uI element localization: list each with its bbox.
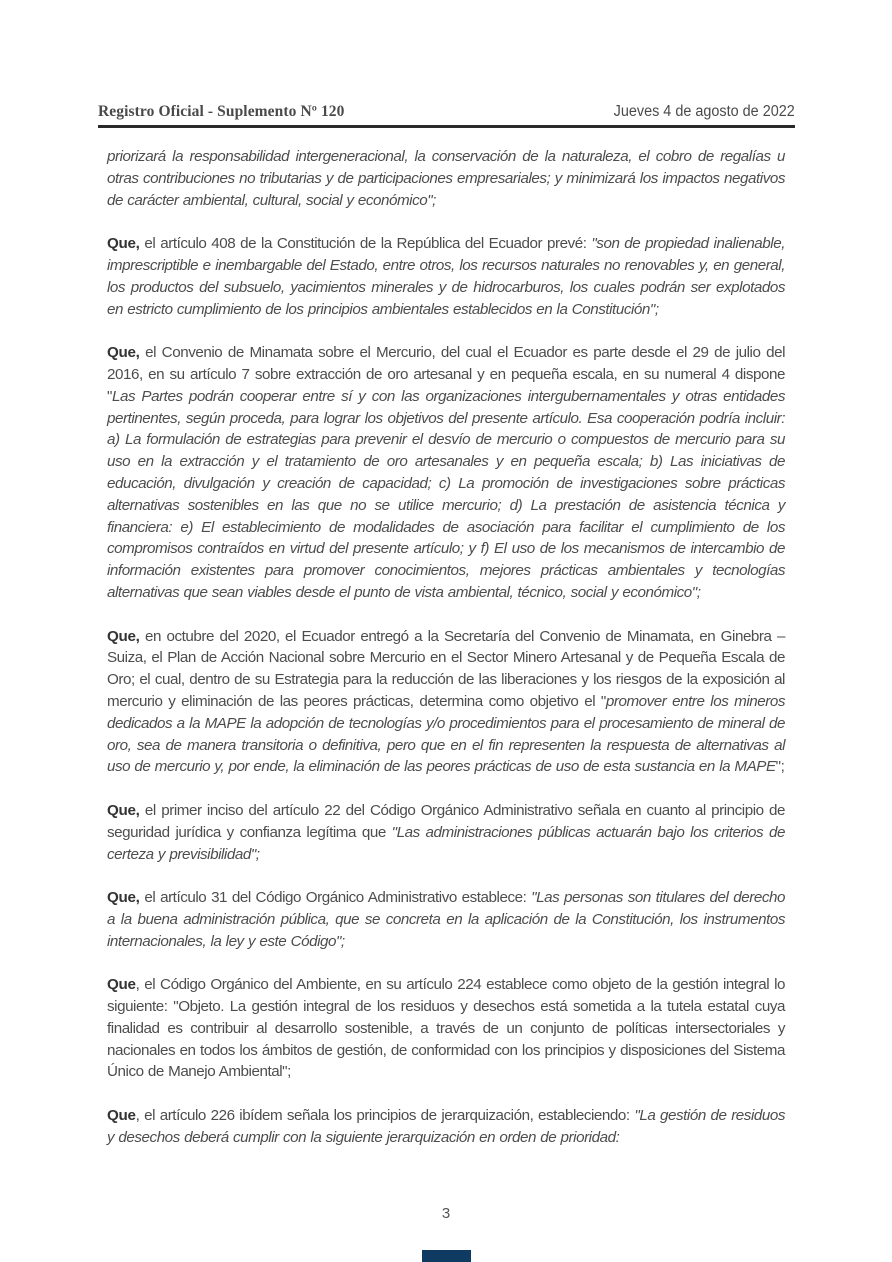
paragraph-tail: ";: [775, 758, 785, 776]
paragraph-plain: el Convenio de Minamata sobre el Mercurio, del cual el Ecuador es parte desde el 29 de julio del 2016, en su artículo 7 sobre extracción de oro artesanal y en pequeña escala, en su numeral 4 dispone ": [107, 344, 785, 405]
page-number: 3: [441, 1205, 451, 1222]
paragraph-italic: priorizará la responsabilidad intergeneracional, la conservación de la naturaleza, el cobro de regalías u otras contribuciones no tributarias y de participaciones empresariales; y minimizará los impactos negativos de carácter ambiental, cultural, social y económico";: [107, 148, 785, 209]
document-body: [107, 146, 785, 1170]
paragraph-plain: , el Código Orgánico del Ambiente, en su artículo 224 establece como objeto de la gestión integral lo siguiente: "Objeto. La gestión integral de los residuos y desechos está sometida a la tutela estatal cuya finalidad es contribuir al desarrollo sostenible, a través de un conjunto de políticas intersectoriales y nacionales en todos los ámbitos de gestión, de conformidad con los principios y disposiciones del Sistema Único de Manejo Ambiental";: [107, 976, 785, 1081]
paragraph-italic: "Las personas son titulares del derecho a la buena administración pública, que se concreta en la aplicación de la Constitución, los instrumentos internacionales, la ley y este Código";: [107, 889, 785, 950]
paragraph-lead: Que,: [107, 344, 140, 362]
paragraph-lead: Que,: [107, 801, 140, 819]
paragraph-plain: en octubre del 2020, el Ecuador entregó a la Secretaría del Convenio de Minamata, en Ginebra – Suiza, el Plan de Acción Nacional sobre Mercurio en el Sector Minero Artesanal y de Pequeña Escala de Oro; el cual, dentro de su Estrategia para la reducción de las liberaciones y los riesgos de la exposición al mercurio y eliminación de las peores prácticas, determina como objetivo el ": [107, 627, 785, 710]
publication-date: Jueves 4 de agosto de 2022: [613, 103, 795, 120]
paragraph-italic: "Las administraciones públicas actuarán bajo los criterios de certeza y previsibilidad";: [107, 823, 785, 863]
paragraph-articulo-408: [107, 233, 785, 320]
paragraph-articulo-224: [107, 974, 785, 1083]
paragraph-lead: Que,: [107, 889, 140, 907]
paragraph-plain: , el artículo 226 ibídem señala los principios de jerarquización, estableciendo:: [135, 1107, 635, 1125]
paragraph-plan-accion: [107, 626, 785, 779]
paragraph-italic: Las Partes podrán cooperar entre sí y con las organizaciones intergubernamentales y otras entidades pertinentes, según proceda, para lograr los objetivos del presente artículo. Esa cooperación podría incluir: a) La formulación de estrategias para prevenir el desvío de mercurio o compuestos de mercurio para su uso en la extracción y el tratamiento de oro artesanales y en pequeña escala; b) Las iniciativas de educación, divulgación y creación de capacidad; c) La promoción de investigaciones sobre prácticas alternativas sostenibles en las que no se utilice mercurio; d) La prestación de asistencia técnica y financiera: e) El establecimiento de modalidades de asociación para facilitar el cumplimiento de los compromisos contraídos en virtud del presente artículo; y f) El uso de los mecanismos de intercambio de información existentes para promover conocimientos, mejores prácticas ambientales y tecnologías alternativas que sean viables desde el punto de vista ambiental, técnico, social y económico";: [107, 387, 785, 601]
paragraph-convenio-minamata: [107, 342, 785, 604]
paragraph-lead: Que: [107, 1107, 136, 1125]
paragraph-plain: el artículo 31 del Código Orgánico Administrativo establece:: [139, 889, 532, 907]
page-header: [98, 103, 795, 125]
paragraph-lead: Que: [107, 976, 136, 994]
paragraph-continuation: [107, 146, 785, 211]
paragraph-italic: "La gestión de residuos y desechos deberá cumplir con la siguiente jerarquización en orden de prioridad:: [107, 1107, 786, 1146]
paragraph-italic: "son de propiedad inalienable, imprescriptible e inembargable del Estado, entre otros, los recursos naturales no renovables y, en general, los productos del subsuelo, yacimientos minerales y de hidrocarburos, los cuales podrán ser explotados en estricto cumplimiento de los principios ambientales establecidos en la Constitución";: [107, 235, 785, 318]
paragraph-plain: el artículo 408 de la Constitución de la República del Ecuador prevé:: [139, 235, 592, 253]
footer-accent-bar: [422, 1250, 471, 1262]
paragraph-lead: Que,: [107, 235, 140, 253]
publication-title: Registro Oficial - Suplemento Nº 120: [98, 103, 345, 120]
paragraph-italic: promover entre los mineros dedicados a la MAPE la adopción de tecnologías y/o procedimientos para el procesamiento de mineral de oro, sea de manera transitoria o definitiva, pero que en el fin representen la respuesta de alternativas al uso de mercurio y, por ende, la eliminación de las peores prácticas de uso de esta sustancia en la MAPE: [107, 692, 785, 776]
header-divider: [98, 125, 795, 128]
paragraph-articulo-226: [107, 1105, 785, 1149]
paragraph-plain: el primer inciso del artículo 22 del Código Orgánico Administrativo señala en cuanto al principio de seguridad jurídica y confianza legítima que: [107, 801, 785, 841]
paragraph-articulo-22: [107, 800, 785, 865]
paragraph-lead: Que,: [107, 627, 140, 645]
paragraph-articulo-31: [107, 887, 785, 952]
